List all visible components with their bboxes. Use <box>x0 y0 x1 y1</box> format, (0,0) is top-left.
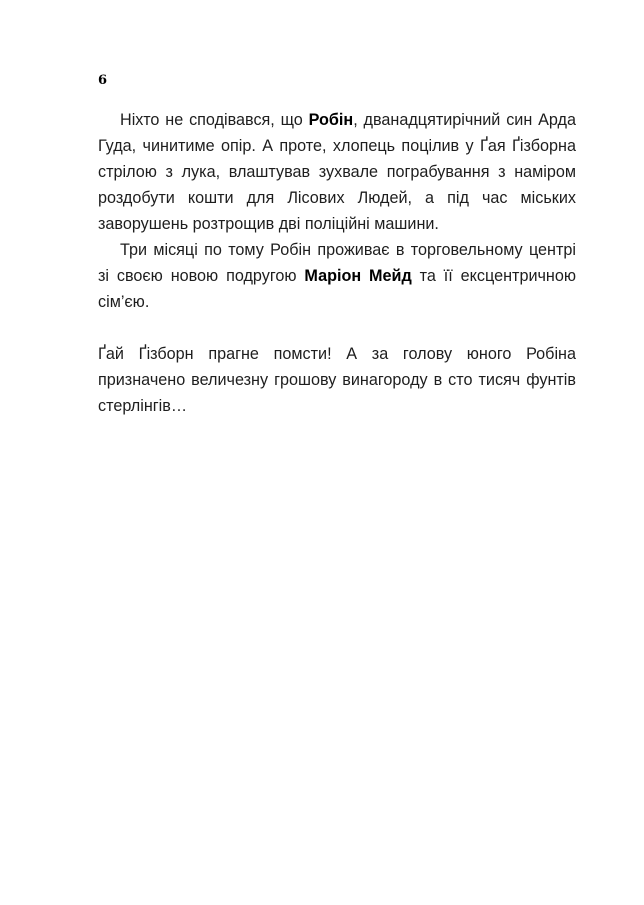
paragraph-1-text-start: Ніхто не сподівався, що <box>120 111 309 129</box>
paragraph-2 <box>98 237 576 315</box>
name-marion-maid: Маріон Мейд <box>304 267 412 285</box>
paragraph-3: Ґай Ґізборн прагне помсти! А за голову юного Робіна призначено величезну грошову винагороду в сто тисяч фунтів стерлінгів… <box>98 345 576 415</box>
paragraph-1 <box>98 107 576 237</box>
paragraph-2-text-end: та її ексцентричною сім’єю. <box>98 267 577 311</box>
paragraph-spacer <box>98 315 576 341</box>
paragraph-2-text-start: Три місяці по тому Робін проживає в торговельному центрі зі своєю новою подругою <box>98 241 576 285</box>
paragraph-1-text-end: , дванадцятирічний син Арда Гуда, чинитиме опір. А проте, хлопець поцілив у Ґая Ґізборна стрілою з лука, влаштував зухвале пограбування з наміром роздобути кошти для Лісових Людей, а під час міських заворушень розтрощив дві поліційні машини. <box>98 111 576 233</box>
body-text <box>98 107 576 419</box>
page-number: 6 <box>98 73 108 88</box>
name-robin: Робін <box>308 111 354 129</box>
